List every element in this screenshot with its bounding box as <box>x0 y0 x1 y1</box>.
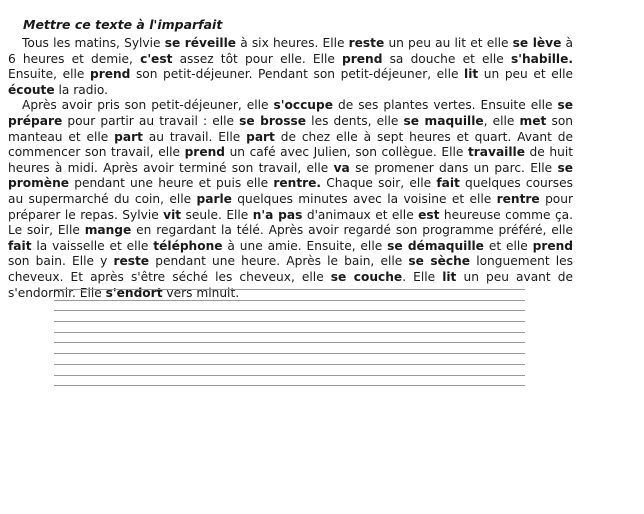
text-run: sa douche et elle <box>382 51 511 66</box>
verb: parle <box>196 191 232 206</box>
answer-line[interactable] <box>54 364 525 366</box>
text-run: heureuse comme ça. Le soir, Elle <box>8 207 573 238</box>
verb: est <box>418 207 440 222</box>
text-run: pour partir au travail : elle <box>62 113 240 128</box>
text-run: et elle <box>483 238 533 253</box>
verb: prend <box>89 67 131 82</box>
verb: prend <box>342 51 383 66</box>
verb: reste <box>348 36 385 50</box>
verb: part <box>114 129 143 144</box>
text-run: vers minuit. <box>162 285 240 300</box>
answer-line[interactable] <box>54 342 525 344</box>
text-run: la vaisselle et elle <box>31 238 154 253</box>
text-run: la radio. <box>54 82 108 97</box>
text-run: d'animaux et elle <box>302 207 419 222</box>
text-run: Tous les matins, Sylvie <box>22 36 165 50</box>
text-run: , elle <box>483 113 520 128</box>
text-run: de ses plantes vertes. Ensuite elle <box>332 98 558 113</box>
text-run: à six heures. Elle <box>236 36 349 50</box>
text-run: son petit-déjeuner. Pendant son petit-déjeuner, elle <box>130 67 465 82</box>
answer-line[interactable] <box>54 321 525 323</box>
text-run: longuement les cheveux. Et après s'être séché les cheveux, elle <box>8 254 573 284</box>
answer-line[interactable] <box>54 332 525 334</box>
answer-line[interactable] <box>54 300 525 302</box>
text-run: son manteau et elle <box>8 113 573 144</box>
text-run: son bain. Elle y <box>8 254 114 269</box>
paragraph-1 <box>8 36 573 98</box>
text-run: seule. Elle <box>181 207 253 222</box>
text-run: pendant une heure. Après le bain, elle <box>149 254 409 269</box>
verb: se couche <box>330 269 403 284</box>
text-run: pour préparer le repas. Sylvie <box>8 191 573 222</box>
answer-lines <box>54 289 525 396</box>
text-run: se promener dans un parc. Elle <box>349 160 558 175</box>
paragraph-2 <box>8 98 573 301</box>
exercise-title: Mettre ce texte à l'imparfait <box>23 17 223 32</box>
verb: travaille <box>467 145 525 160</box>
verb: téléphone <box>153 238 223 253</box>
text-run: un café avec Julien, son collègue. Elle <box>224 145 468 160</box>
verb: fait <box>436 176 460 191</box>
verb: se sèche <box>408 254 471 269</box>
text-run: Après avoir pris son petit-déjeuner, elle <box>22 98 274 113</box>
verb: se réveille <box>164 36 237 50</box>
verb: reste <box>113 254 150 269</box>
answer-line[interactable] <box>54 310 525 312</box>
verb: lit <box>464 67 479 82</box>
text-run: un peu avant de s'endormir. Elle <box>8 269 573 300</box>
verb: s'habille. <box>510 51 573 66</box>
text-run: Ensuite, elle <box>8 67 90 82</box>
verb: se promène <box>8 160 573 191</box>
verb: va <box>333 160 350 175</box>
verb: se lève <box>512 36 562 50</box>
verb: met <box>519 113 547 128</box>
text-run: à une amie. Ensuite, elle <box>222 238 388 253</box>
text-run: un peu au lit et elle <box>384 36 513 50</box>
text-run: de chez elle à sept heures et quart. Avant de commencer son travail, elle <box>8 129 574 160</box>
verb: fait <box>8 238 32 253</box>
text-run: en regardant la télé. Après avoir regardé son programme préféré, elle <box>131 223 573 238</box>
verb: prend <box>532 238 573 253</box>
text-run: pendant une heure et puis elle <box>69 176 274 191</box>
text-run: de huit heures à midi. Après avoir terminé son travail, elle <box>8 145 573 175</box>
verb: vit <box>163 207 182 222</box>
text-run: à 6 heures et demie, <box>8 36 573 66</box>
text-run: un peu et elle <box>478 67 573 82</box>
verb: rentre <box>496 191 540 206</box>
verb: écoute <box>8 82 55 97</box>
verb: rentre. <box>273 176 322 191</box>
text-run: assez tôt pour elle. Elle <box>172 51 343 66</box>
verb: mange <box>84 223 132 238</box>
verb: se prépare <box>8 98 573 128</box>
text-run: au travail. Elle <box>142 129 247 144</box>
text-run: . Elle <box>402 269 443 284</box>
answer-line[interactable] <box>54 353 525 355</box>
verb: s'endort <box>105 285 163 300</box>
answer-line[interactable] <box>54 375 525 377</box>
verb: c'est <box>140 51 173 66</box>
exercise-text <box>8 36 573 301</box>
answer-line[interactable] <box>54 385 525 387</box>
answer-line[interactable] <box>54 289 525 291</box>
verb: prend <box>184 145 225 160</box>
verb: part <box>246 129 275 144</box>
text-run: quelques courses au supermarché du coin, elle <box>8 176 573 206</box>
verb: se démaquille <box>387 238 484 253</box>
verb: se maquille <box>403 113 484 128</box>
text-run: quelques minutes avec la voisine et elle <box>231 191 497 206</box>
text-run: Chaque soir, elle <box>321 176 437 191</box>
verb: lit <box>442 269 457 284</box>
verb: n'a pas <box>252 207 303 222</box>
verb: se brosse <box>239 113 307 128</box>
verb: s'occupe <box>273 98 333 113</box>
text-run: les dents, elle <box>306 113 404 128</box>
